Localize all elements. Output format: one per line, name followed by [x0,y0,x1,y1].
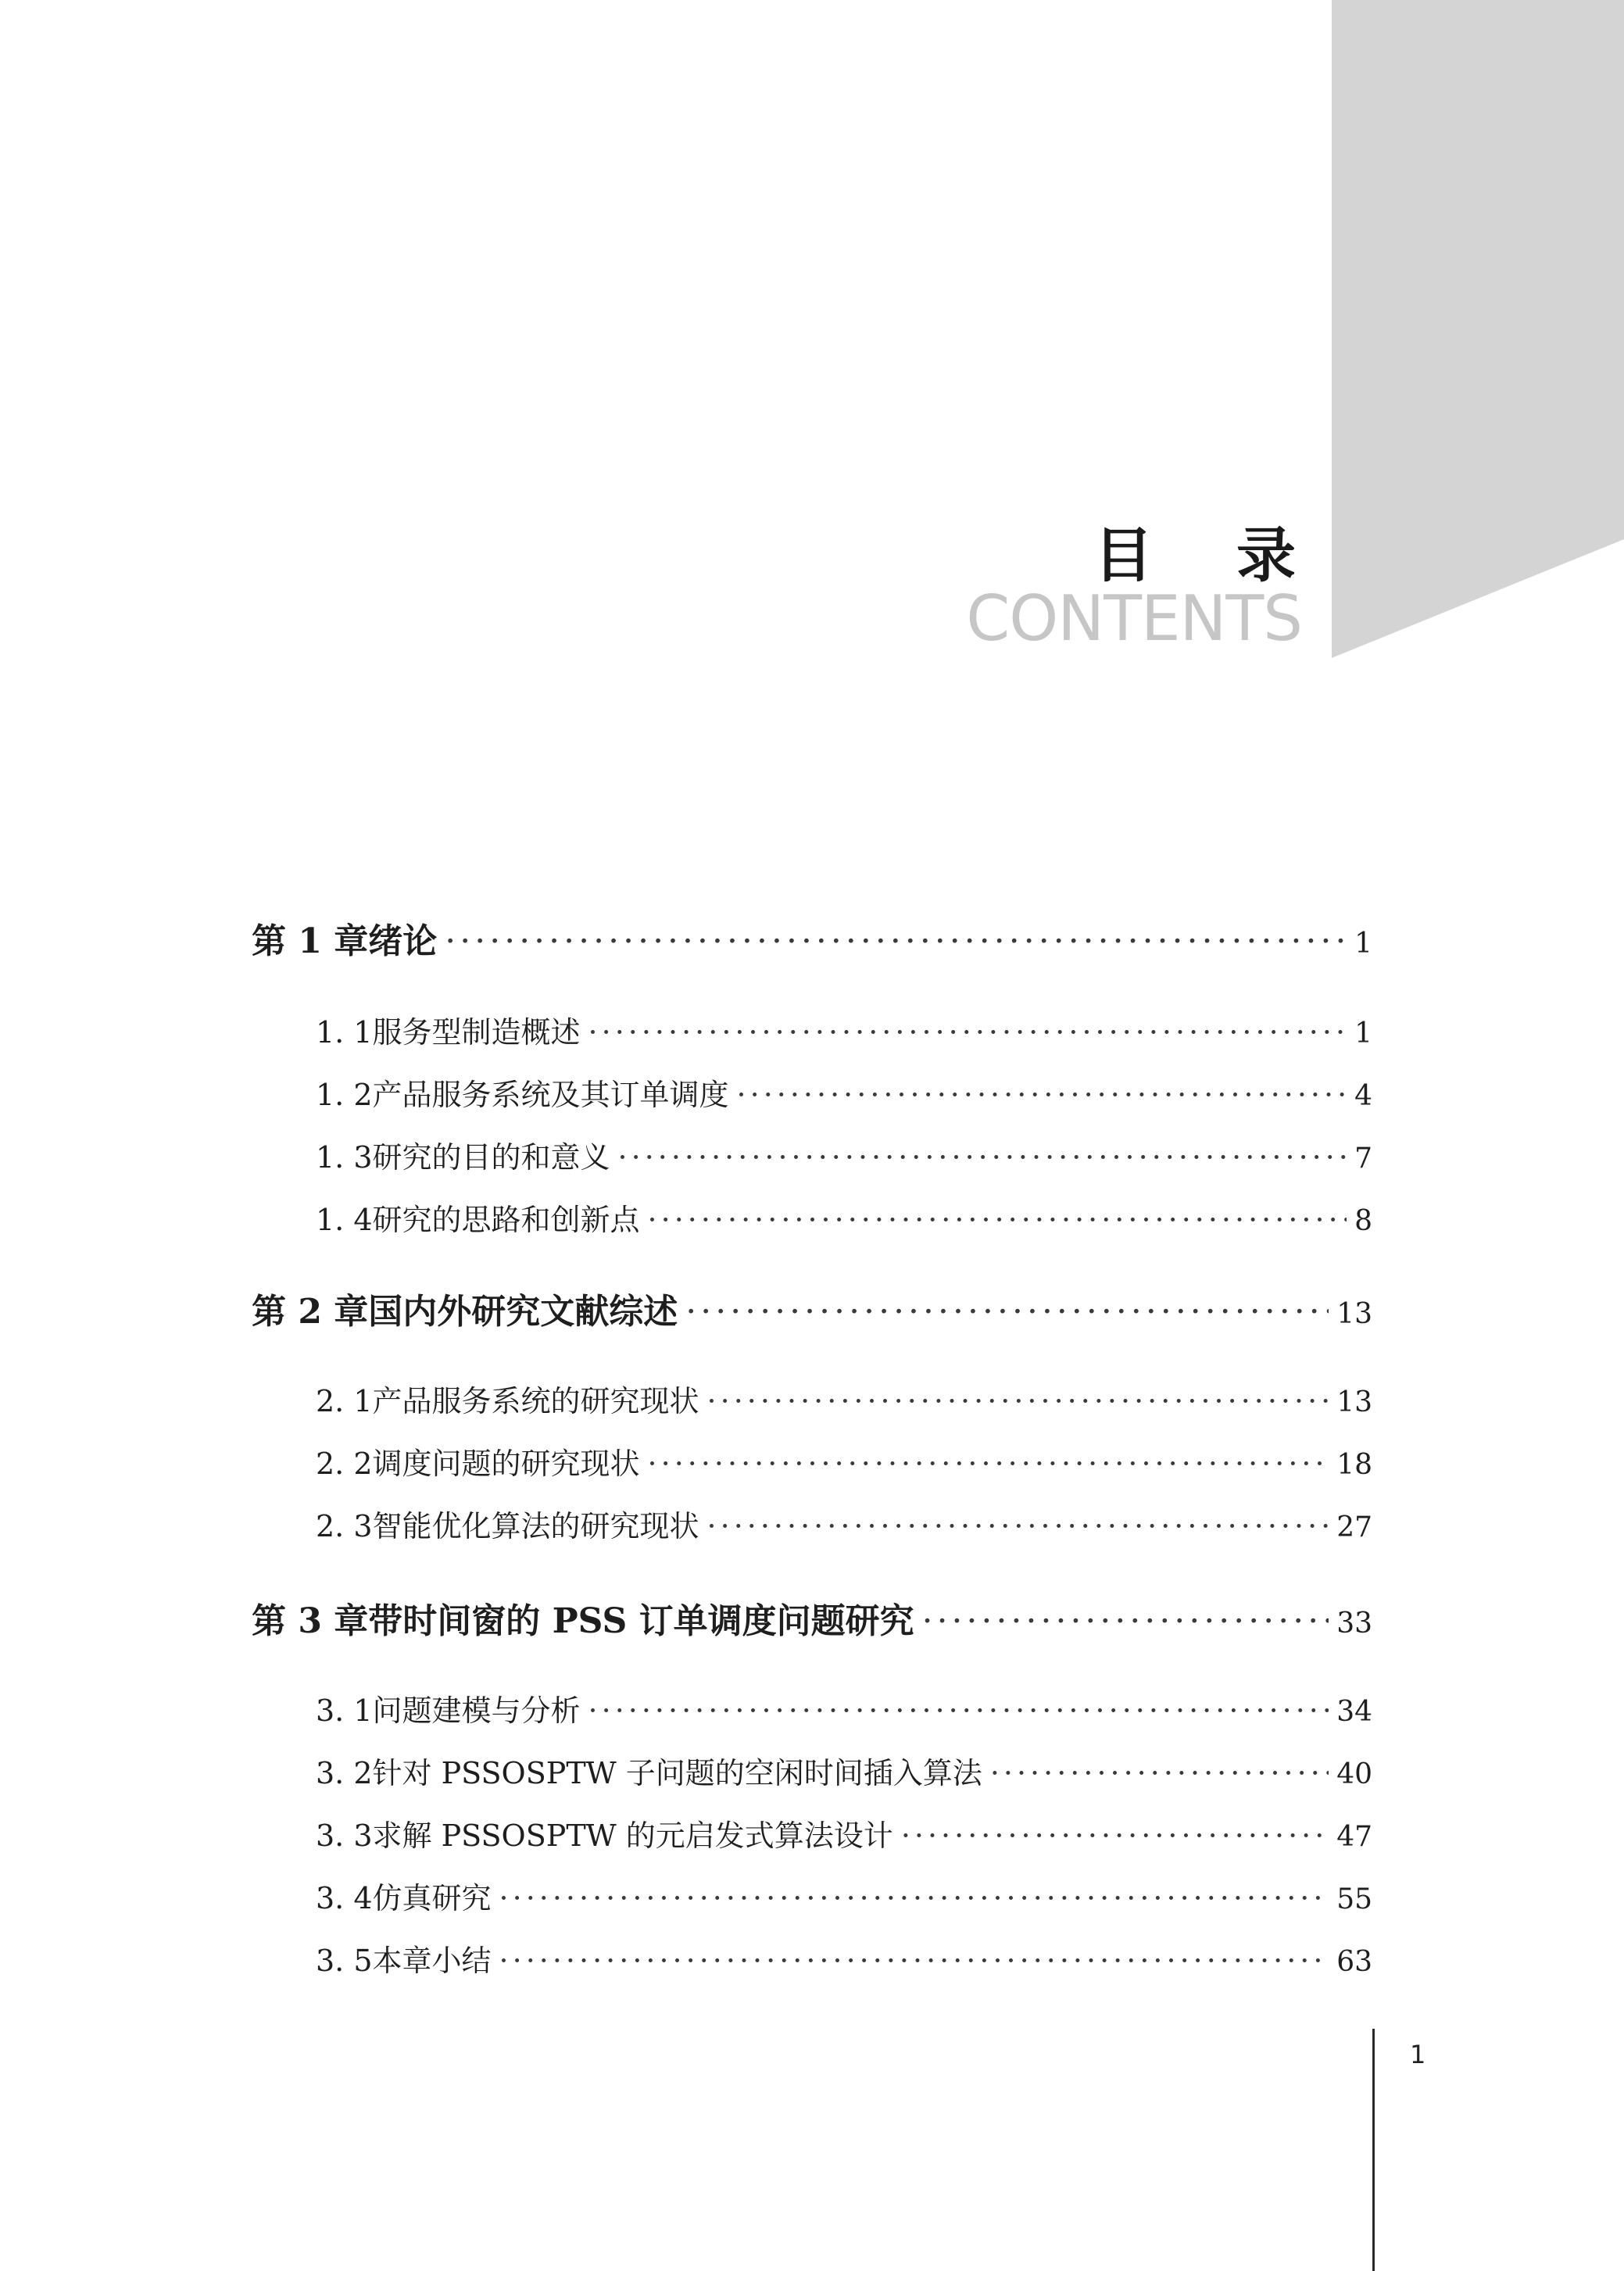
dot-leader [499,1944,1329,1978]
section-page-number: 1 [1354,1017,1372,1050]
section-page-number: 47 [1336,1821,1372,1853]
section-page-number: 63 [1336,1946,1372,1978]
section-title: 智能优化算法的研究现状 [372,1509,699,1543]
dot-leader [588,1693,1329,1728]
section-title: 问题建模与分析 [372,1693,581,1728]
toc-section-row[interactable] [316,1937,1372,1980]
dot-leader [707,1384,1329,1418]
section-page-number: 27 [1336,1511,1372,1543]
section-page-number: 7 [1354,1143,1372,1175]
section-title: 研究的目的和意义 [372,1140,610,1175]
section-title: 研究的思路和创新点 [372,1203,640,1237]
section-number: 1. 2 [316,1078,373,1112]
dot-leader [445,921,1347,961]
dot-leader [499,1881,1329,1915]
page-subtitle: CONTENTS [966,582,1302,655]
section-page-number: 4 [1354,1080,1372,1112]
dot-leader [990,1756,1329,1790]
section-title: 针对 PSSOSPTW 子问题的空闲时间插入算法 [372,1756,982,1790]
footer-divider [1372,2029,1375,2271]
chapter-title: 绪论 [368,921,438,961]
dot-leader [707,1509,1329,1543]
toc-section-row[interactable] [316,1071,1372,1114]
dot-leader [901,1819,1329,1853]
toc-section-row[interactable] [316,1686,1372,1729]
section-title: 仿真研究 [372,1881,492,1915]
chapter-number: 第 3 章 [252,1601,369,1641]
section-number: 1. 3 [316,1140,373,1175]
dot-leader [648,1447,1329,1481]
section-page-number: 18 [1336,1449,1372,1481]
dot-leader [588,1015,1347,1050]
section-number: 3. 3 [316,1819,373,1853]
section-number: 2. 1 [316,1384,373,1418]
section-number: 1. 1 [316,1015,373,1050]
section-title: 产品服务系统的研究现状 [372,1384,699,1418]
chapter-page-number: 1 [1354,928,1372,960]
toc-section-row[interactable] [316,1874,1372,1917]
toc-section-row[interactable] [316,1439,1372,1482]
page-title: 目 录 [1093,520,1327,590]
section-number: 2. 2 [316,1447,373,1481]
section-number: 2. 3 [316,1509,373,1543]
section-title: 求解 PSSOSPTW 的元启发式算法设计 [372,1819,893,1853]
chapter-title: 国内外研究文献综述 [368,1292,678,1332]
chapter-number: 第 2 章 [252,1292,369,1332]
toc-section-row[interactable] [316,1196,1372,1239]
section-number: 3. 5 [316,1944,373,1978]
toc-chapter-row[interactable] [252,1283,1372,1333]
section-page-number: 8 [1354,1205,1372,1237]
chapter-title: 带时间窗的 PSS 订单调度问题研究 [368,1601,914,1641]
section-number: 3. 2 [316,1756,373,1790]
dot-leader [737,1078,1347,1112]
toc-section-row[interactable] [316,1377,1372,1420]
toc-section-row[interactable] [316,1502,1372,1545]
section-page-number: 13 [1336,1386,1372,1418]
toc-section-row[interactable] [316,1749,1372,1792]
section-title: 本章小结 [372,1944,492,1978]
toc-chapter-row[interactable] [252,913,1372,963]
toc-section-row[interactable] [316,1133,1372,1176]
chapter-number: 第 1 章 [252,921,369,961]
section-title: 服务型制造概述 [372,1015,581,1050]
section-number: 1. 4 [316,1203,373,1237]
dot-leader [648,1203,1347,1237]
section-page-number: 55 [1336,1883,1372,1915]
dot-leader [618,1140,1347,1175]
section-page-number: 34 [1336,1696,1372,1728]
dot-leader [685,1292,1329,1332]
section-number: 3. 1 [316,1693,373,1728]
chapter-page-number: 33 [1336,1608,1372,1640]
toc-chapter-row[interactable] [252,1593,1372,1643]
chapter-page-number: 13 [1336,1298,1372,1330]
toc-section-row[interactable] [316,1811,1372,1854]
section-page-number: 40 [1336,1758,1372,1790]
section-title: 产品服务系统及其订单调度 [372,1078,729,1112]
section-number: 3. 4 [316,1881,373,1915]
dot-leader [922,1601,1329,1641]
section-title: 调度问题的研究现状 [372,1447,640,1481]
toc-section-row[interactable] [316,1008,1372,1051]
page-number: 1 [1410,2040,1426,2069]
